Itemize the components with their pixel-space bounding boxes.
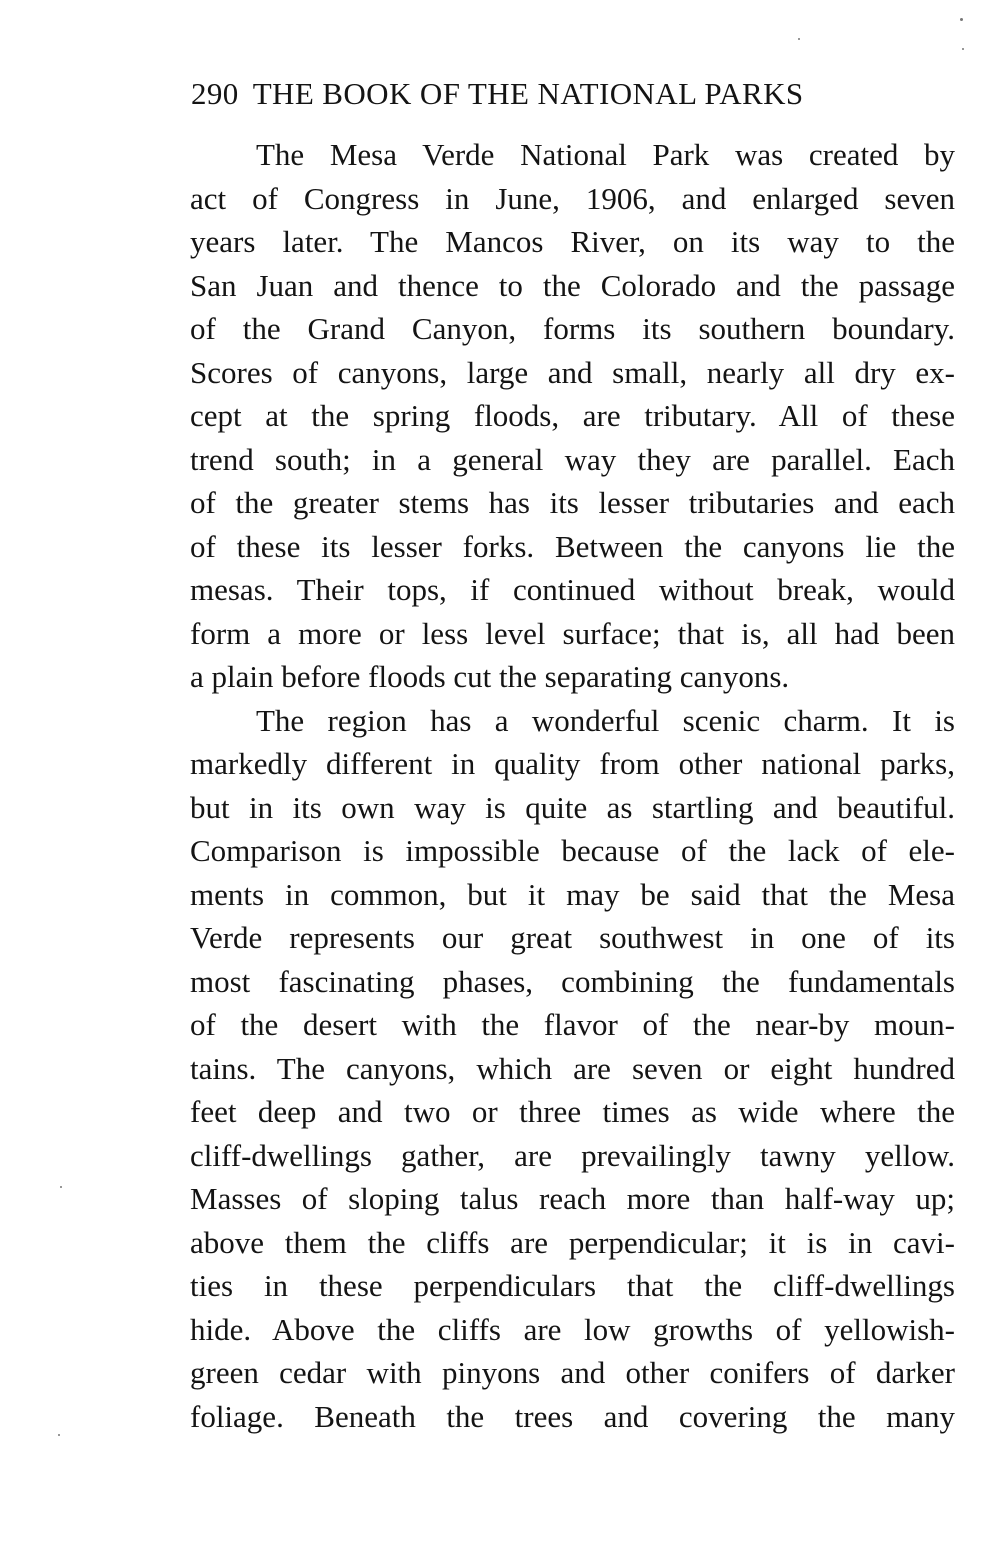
paragraph-2 (190, 699, 955, 1439)
page-number: 290 (191, 76, 239, 111)
text-line: of the Grand Canyon, forms its southern boundary. (190, 311, 955, 346)
text-line: The Mesa Verde National Park was created by (256, 137, 955, 172)
text-line: ments in common, but it may be said that the Mesa (190, 876, 955, 912)
text-line: green cedar with pinyons and other conifers of darker (190, 1355, 955, 1390)
body-text (190, 133, 955, 1438)
scan-speck (58, 1434, 60, 1436)
scan-speck (960, 18, 963, 21)
text-line: hide. Above the cliffs are low growths of yellowish- (190, 1311, 955, 1347)
text-line: mesas. Their tops, if continued without break, would (190, 572, 955, 607)
text-line: a plain before floods cut the separating canyons. (190, 659, 790, 694)
scan-speck (60, 1186, 62, 1188)
text-line: of the greater stems has its lesser tributaries and each (190, 485, 955, 520)
text-line: tains. The canyons, which are seven or eight hundred (190, 1050, 955, 1086)
text-line: Verde represents our great southwest in one of its (190, 920, 955, 955)
text-line: of these its lesser forks. Between the canyons lie the (190, 528, 955, 564)
text-line: form a more or less level surface; that is, all had been (190, 615, 955, 651)
text-line: years later. The Mancos River, on its way to the (190, 224, 955, 259)
text-line: of the desert with the flavor of the near-by moun- (190, 1007, 955, 1042)
text-line: feet deep and two or three times as wide where the (190, 1094, 955, 1129)
text-line: trend south; in a general way they are parallel. Each (190, 441, 955, 477)
paragraph-1 (190, 133, 955, 699)
text-line: markedly different in quality from other national parks, (190, 746, 955, 781)
text-line: cliff-dwellings gather, are prevailingly tawny yellow. (190, 1137, 955, 1173)
text-line: ties in these perpendiculars that the cliff-dwellings (190, 1268, 955, 1303)
text-line: Masses of sloping talus reach more than half-way up; (190, 1181, 955, 1216)
scan-speck (798, 38, 800, 40)
text-line: foliage. Beneath the trees and covering the many (190, 1398, 955, 1434)
text-line: The region has a wonderful scenic charm. It is (256, 702, 955, 738)
running-head (191, 74, 931, 114)
scan-speck (962, 48, 964, 50)
text-line: cept at the spring floods, are tributary. All of these (190, 398, 955, 433)
text-line: Comparison is impossible because of the lack of ele- (190, 833, 955, 868)
text-line: act of Congress in June, 1906, and enlarged seven (190, 180, 955, 216)
text-line: most fascinating phases, combining the fundamentals (190, 963, 955, 999)
text-line: Scores of canyons, large and small, nearly all dry ex- (190, 354, 955, 390)
text-line: but in its own way is quite as startling and beautiful. (190, 789, 955, 825)
running-title: THE BOOK OF THE NATIONAL PARKS (252, 76, 804, 111)
text-line: San Juan and thence to the Colorado and the passage (190, 267, 955, 303)
text-line: above them the cliffs are perpendicular; it is in cavi- (190, 1224, 955, 1260)
